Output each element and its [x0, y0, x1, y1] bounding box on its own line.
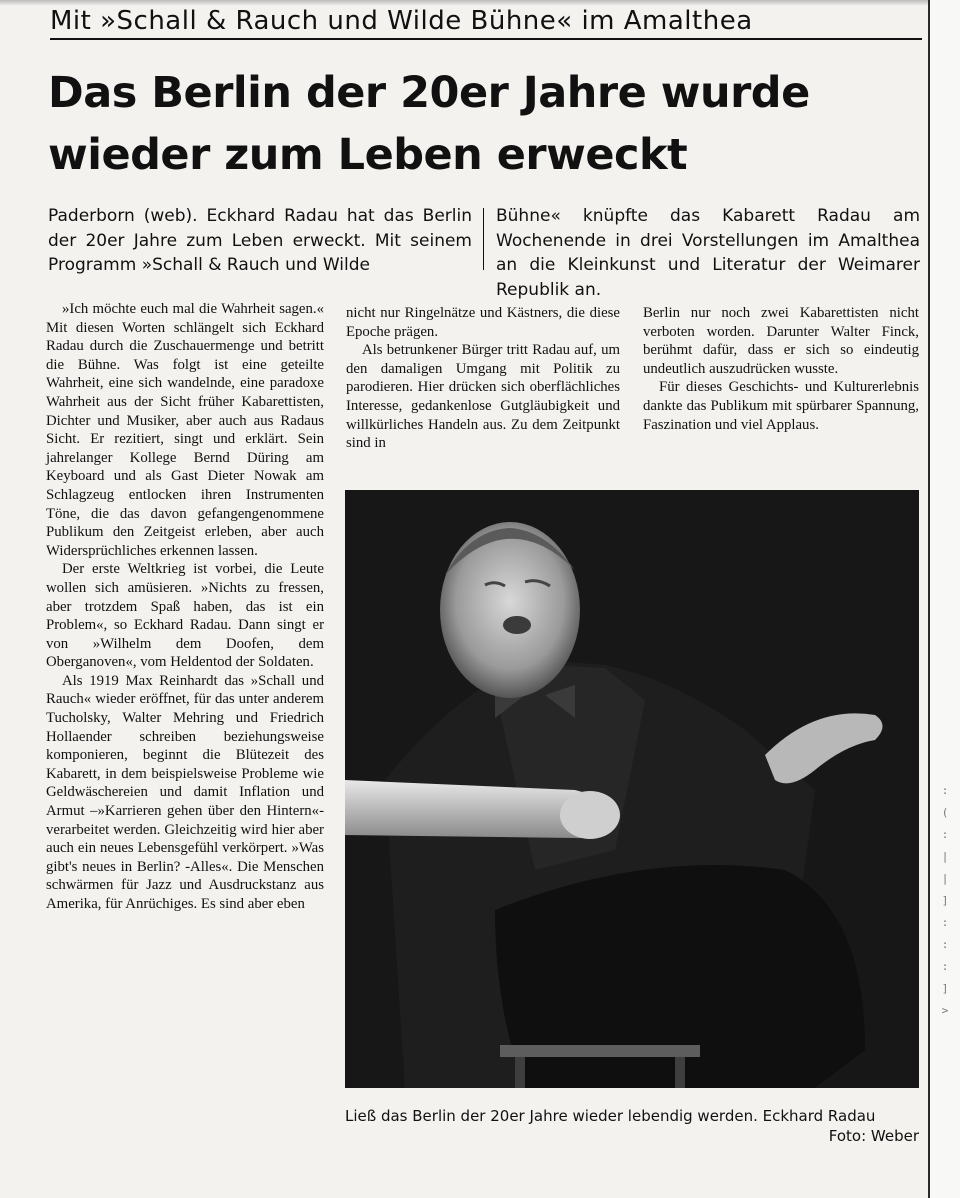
edge-marks: : ( : | | ] : : : ] > [941, 784, 949, 1017]
lead-right: Bühne« knüpfte das Kabarett Radau am Wochenende in drei Vorstellungen im Amalthea an die Kleinkunst und Literatur der Weimarer Republik an. [496, 206, 920, 300]
column-3 [643, 304, 919, 434]
photo-credit: Foto: Weber [828, 1127, 919, 1145]
paragraph: Berlin nur noch zwei Kabarettisten nicht verboten worden. Darunter Walter Finck, berühmt dafür, dass er sich so eindeutig undeutlich auszudrücken wusste. [643, 305, 919, 377]
column-1 [46, 300, 324, 914]
headline-line-2: wieder zum Leben erweckt [48, 130, 688, 180]
paragraph: nicht nur Ringelnätze und Kästners, die diese Epoche prägen. [346, 305, 620, 340]
paragraph: Als 1919 Max Reinhardt das »Schall und Rauch« wieder eröffnet, für das unter anderem Tucholsky, Walter Mehring und Friedrich Hollaender schreiben beziehungsweise komponieren, beginnt die Blütezeit des Kabarett, in dem beispielsweise Probleme wie Geldwäschereien und damit Inflation und Armut –»Karrieren gehen über den Hintern«- verarbeitet werden. Gleichzeitig wird hier aber auch ein neues Lebensgefühl verkörpert. »Was gibt's neues in Berlin? -Alles«. Die Menschen schwärmen für Jazz und Ausdruckstanz aus Amerika, für Anrüchiges. Es sind aber eben [46, 672, 324, 912]
headline-line-1: Das Berlin der 20er Jahre wurde [48, 68, 810, 118]
performer-photo [345, 490, 919, 1088]
lead-left: Paderborn (web). Eckhard Radau hat das Berlin der 20er Jahre zum Leben erweckt. Mit seinem Programm »Schall & Rauch und Wilde [48, 206, 472, 275]
caption-text: Ließ das Berlin der 20er Jahre wieder lebendig werden. Eckhard Radau [345, 1107, 876, 1125]
headline [48, 62, 928, 186]
paragraph: Als betrunkener Bürger tritt Radau auf, um den damaligen Umgang mit Politik zu parodieren. Hier drücken sich oberflächliches Interesse, gedankenlose Gutgläubigkeit und willkürliches Handeln aus. Zu dem Zeitpunkt sind in [346, 342, 620, 452]
paragraph: Der erste Weltkrieg ist vorbei, die Leute wollen sich amüsieren. »Nichts zu fressen, aber trotzdem Spaß haben, das ist ein Problem«, so Eckhard Radau. Dann singt er von »Wilhelm dem Doofen, dem Oberganoven«, vom Heldentod der Soldaten. [46, 561, 324, 671]
photo-caption [345, 1106, 919, 1146]
page-edge [928, 0, 960, 1198]
column-2 [346, 304, 620, 453]
photo-illustration [345, 490, 919, 1088]
paragraph: Für dieses Geschichts- und Kulturerlebnis dankte das Publikum mit spürbarer Spannung, Faszination und viel Applaus. [643, 379, 919, 433]
paragraph: »Ich möchte euch mal die Wahrheit sagen.« Mit diesen Worten schlängelt sich Eckhard Radau durch die Zuschauermenge und betritt die Bühne. Was folgt ist eine geteilte Wahrheit, eine sich wandelnde, eine paradoxe Wahrheit aus der Sicht früher Kabarettisten, Dichter und Musiker, aber auch aus Radaus Sicht. Er rezitiert, singt und erklärt. Sein jahrelanger Kollege Bernd Düring am Keyboard und als Gast Dieter Nowak am Schlagzeug entlocken ihren Instrumenten Töne, die das davon gefangengenommene Publikum den Zeitgeist erleben, aber auch Widersprüchliches erkennen lassen. [46, 301, 324, 559]
kicker: Mit »Schall & Rauch und Wilde Bühne« im Amalthea [50, 6, 922, 40]
lead-divider [483, 208, 484, 270]
